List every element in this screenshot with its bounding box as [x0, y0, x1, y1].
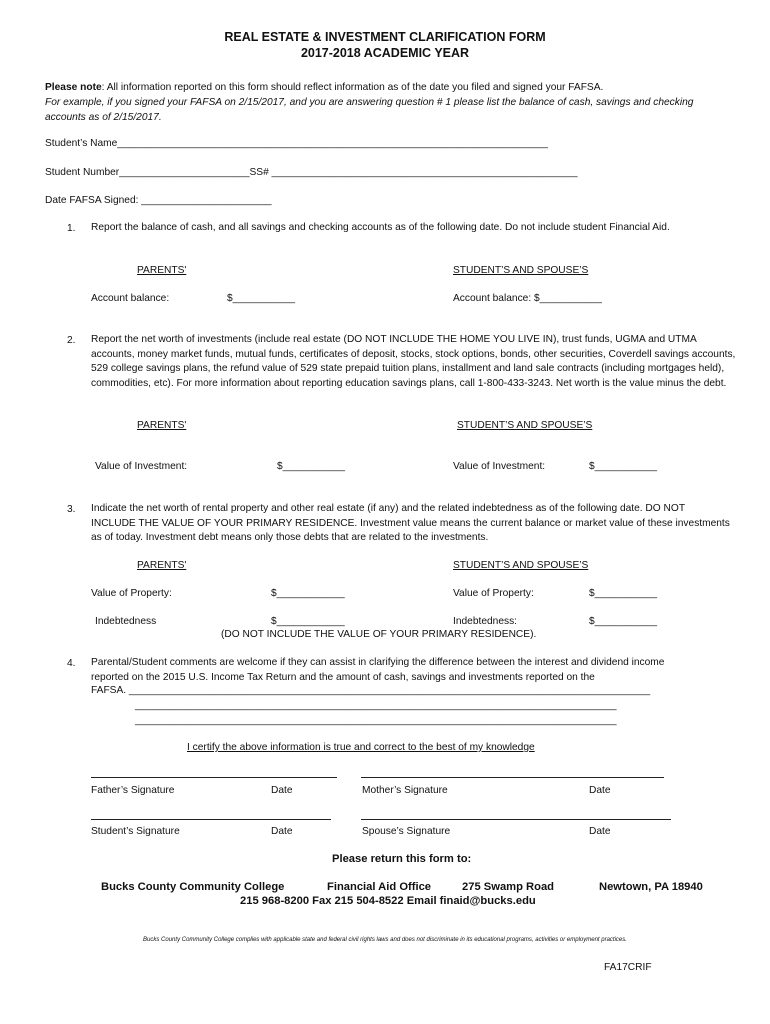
nondiscrimination-footnote: Bucks County Community College complies with applicable state and federal civil rights laws and does not discriminate in its educational programs, activities or employment practices.: [143, 937, 627, 943]
certification-statement: I certify the above information is true and correct to the best of my knowledge: [187, 742, 535, 753]
form-title: REAL ESTATE & INVESTMENT CLARIFICATION FORM: [224, 30, 546, 44]
note-label: Please note: [45, 82, 102, 93]
return-street: 275 Swamp Road: [462, 881, 555, 893]
form-code: FA17CRIF: [604, 962, 652, 973]
q4-comment-line-1[interactable]: FAFSA. ____________________________________________________________________________________________: [91, 685, 651, 696]
q1-number: 1.: [67, 223, 76, 234]
q2-parent-investment-field[interactable]: $___________: [277, 461, 345, 472]
return-heading: Please return this form to:: [332, 853, 472, 865]
q3-student-property-label: Value of Property:: [453, 588, 534, 599]
mother-signature-line[interactable]: [361, 777, 664, 778]
q3-residence-note: (DO NOT INCLUDE THE VALUE OF YOUR PRIMARY RESIDENCE).: [221, 629, 537, 640]
note-line: [45, 82, 603, 93]
return-city: Newtown, PA 18940: [599, 881, 703, 893]
return-college: Bucks County Community College: [101, 881, 285, 893]
q3-student-heading: STUDENT’S AND SPOUSE’S: [453, 560, 589, 571]
q4-number: 4.: [67, 658, 76, 669]
q1-text: Report the balance of cash, and all savings and checking accounts as of the following date. Do not include student Financial Aid.: [91, 222, 670, 233]
q3-parent-property-label: Value of Property:: [91, 588, 172, 599]
q2-student-investment-field[interactable]: $___________: [589, 461, 657, 472]
return-office: Financial Aid Office: [327, 881, 432, 893]
date-fafsa-signed-field[interactable]: Date FAFSA Signed: _______________________: [45, 195, 272, 206]
q3-number: 3.: [67, 504, 76, 515]
student-number-field[interactable]: Student Number_______________________SS# ______________________________________________________: [45, 167, 578, 178]
q3-student-debt-field[interactable]: $___________: [589, 616, 657, 627]
student-name-field[interactable]: Student’s Name____________________________________________________________________________: [45, 138, 548, 149]
student-date-label: Date: [271, 826, 293, 837]
q3-parent-property-field[interactable]: $____________: [271, 588, 345, 599]
spouse-signature-label: Spouse’s Signature: [362, 826, 451, 837]
q2-student-investment-label: Value of Investment:: [453, 461, 546, 472]
q2-parents-heading: PARENTS': [137, 420, 187, 431]
q4-comment-line-2[interactable]: _____________________________________________________________________________________: [135, 700, 617, 711]
father-signature-line[interactable]: [91, 777, 337, 778]
mother-signature-label: Mother’s Signature: [362, 785, 448, 796]
q1-student-balance-field[interactable]: Account balance: $___________: [453, 293, 602, 304]
return-contact: 215 968-8200 Fax 215 504-8522 Email finaid@bucks.edu: [240, 895, 536, 907]
q3-parent-debt-label: Indebtedness: [95, 616, 157, 627]
spouse-signature-line[interactable]: [361, 819, 671, 820]
student-signature-line[interactable]: [91, 819, 331, 820]
q1-student-heading: STUDENT’S AND SPOUSE’S: [453, 265, 589, 276]
mother-date-label: Date: [589, 785, 611, 796]
q1-parent-balance-field[interactable]: $___________: [227, 293, 295, 304]
spouse-date-label: Date: [589, 826, 611, 837]
q2-student-heading: STUDENT’S AND SPOUSE’S: [457, 420, 593, 431]
q3-parents-heading: PARENTS': [137, 560, 187, 571]
q3-parent-debt-field[interactable]: $____________: [271, 616, 345, 627]
example-text: For example, if you signed your FAFSA on 2/15/2017, and you are answering question # 1 please list the balance of cash, savings and checking accounts as of 2/15/2017.: [45, 97, 694, 123]
q3-student-debt-label: Indebtedness:: [453, 616, 518, 627]
q3-student-property-field[interactable]: $___________: [589, 588, 657, 599]
q2-text: Report the net worth of investments (include real estate (DO NOT INCLUDE THE HOME YOU LIVE IN), trust funds, UGMA and UTMA accounts, money market funds, mutual funds, certificates of deposit, stocks, stock options, bonds, other securities, Coverdell savings accounts, 529 college savings plans, the refund value of 529 state prepaid tuition plans, installment and land sale contracts (including mortgages held), commodities, etc). For more information about reporting education savings plans, call 1-800-433-3243. Net worth is the value minus the debt.: [91, 334, 736, 389]
father-date-label: Date: [271, 785, 293, 796]
q2-number: 2.: [67, 335, 76, 346]
father-signature-label: Father’s Signature: [91, 785, 175, 796]
note-text: : All information reported on this form should reflect information as of the date you filed and signed your FAFSA.: [101, 82, 604, 93]
student-signature-label: Student’s Signature: [91, 826, 180, 837]
q2-parent-investment-label: Value of Investment:: [95, 461, 188, 472]
q1-parents-heading: PARENTS': [137, 265, 187, 276]
q4-comment-line-3[interactable]: _____________________________________________________________________________________: [135, 715, 617, 726]
academic-year-title: 2017-2018 ACADEMIC YEAR: [300, 46, 470, 60]
q3-text: Indicate the net worth of rental property and other real estate (if any) and the related indebtedness as of the following date. DO NOT INCLUDE THE VALUE OF YOUR PRIMARY RESIDENCE. Investment value means the current balance or market value of these investments as of today. Investment debt means only those debts that are related to the investments.: [91, 503, 730, 543]
q4-text: Parental/Student comments are welcome if they can assist in clarifying the difference between the interest and dividend income reported on the 2015 U.S. Income Tax Return and the amount of cash, savings and investments reported on the: [91, 657, 665, 683]
q1-parent-balance-label: Account balance:: [91, 293, 170, 304]
